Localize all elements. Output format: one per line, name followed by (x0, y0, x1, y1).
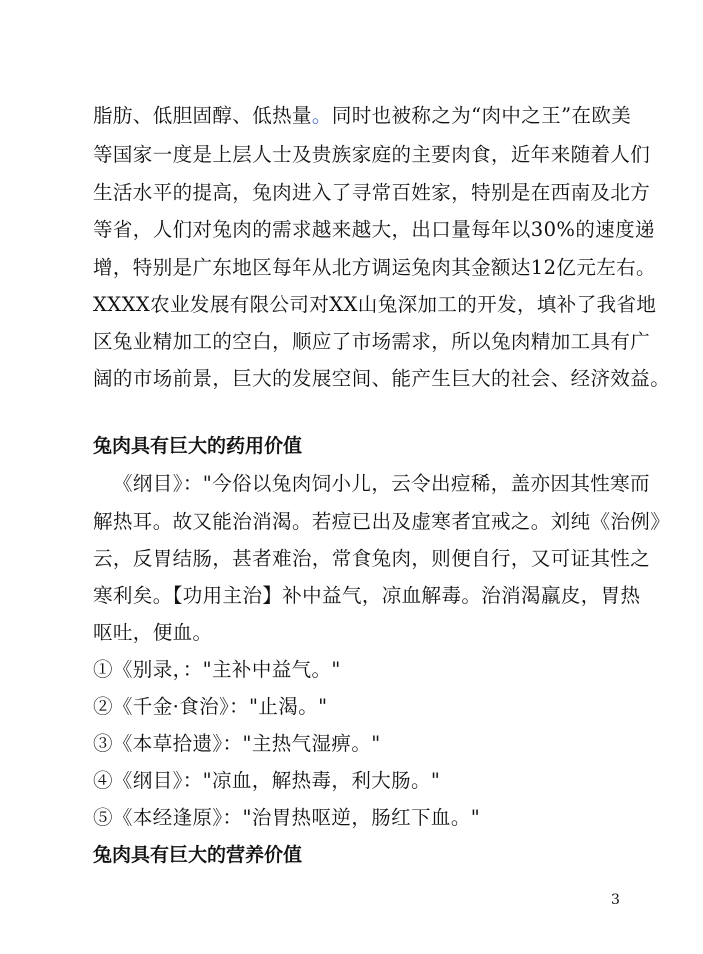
list-item: ②《千金·食治》："止渴。" (93, 695, 328, 718)
text-fragment: 脂肪、低胆固醇、低热量 (93, 104, 312, 127)
body-line: 阔的市场前景，巨大的发展空间、能产生巨大的社会、经济效益。 (93, 367, 671, 390)
text-fragment: 同时也被称之为“肉中之王”在欧美 (331, 104, 632, 127)
body-line: 增，特别是广东地区每年从北方调运兔肉其金额达12亿元左右。 (93, 256, 656, 279)
section-heading-nutrition: 兔肉具有巨大的营养价值 (93, 844, 303, 866)
body-line: 云，反胃结肠，甚者难治，常食兔肉，则便自行，又可证其性之 (93, 547, 651, 570)
body-line: 生活水平的提高，兔肉进入了寻常百姓家，特别是在西南及北方 (93, 181, 651, 204)
list-item: ③《本草拾遗》："主热气湿痹。" (93, 732, 381, 755)
list-item: ①《别录，："主补中益气。" (93, 658, 341, 681)
page-number: 3 (611, 892, 620, 908)
body-line: 区兔业精加工的空白，顺应了市场需求，所以兔肉精加工具有广 (93, 330, 651, 353)
body-line: 《纲目》："今俗以兔肉饲小儿，云令出痘稀，盖亦因其性寒而 (113, 472, 650, 495)
list-item: ⑤《本经逢原》："治胃热呕逆，肠红下血。" (93, 806, 481, 829)
section-heading-medicinal: 兔肉具有巨大的药用价值 (93, 435, 303, 457)
list-item: ④《纲目》："凉血，解热毒，利大肠。" (93, 769, 441, 792)
body-line: 解热耳。故又能治消渴。若痘已出及虚寒者宜戒之。刘纯《治例》 (93, 510, 671, 533)
body-line (93, 103, 631, 129)
highlighted-period: 。 (311, 104, 332, 127)
body-line: 等省，人们对兔肉的需求越来越大，出口量每年以30%的速度递 (93, 218, 655, 241)
body-line: 等国家一度是上层人士及贵族家庭的主要肉食，近年来随着人们 (93, 143, 651, 166)
body-line: 呕吐，便血。 (93, 621, 213, 644)
body-line: 寒利矣。【功用主治】补中益气，凉血解毒。治消渴羸皮，胃热 (93, 584, 641, 607)
body-line: XXXX农业发展有限公司对XX山兔深加工的开发，填补了我省地 (93, 293, 657, 316)
